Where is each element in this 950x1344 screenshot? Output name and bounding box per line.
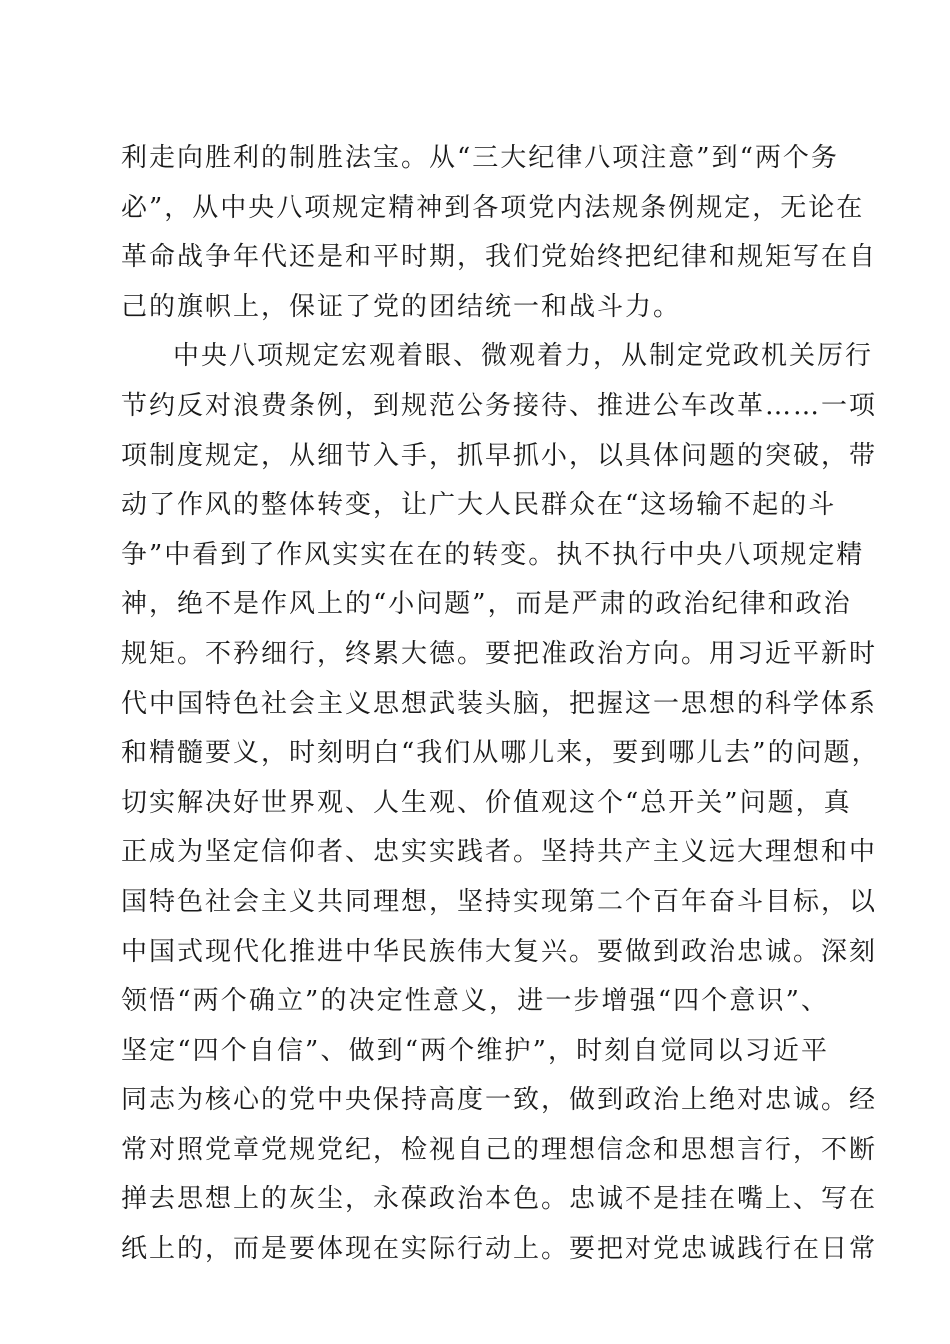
text-line: 领悟“两个确立”的决定性意义，进一步增强“四个意识”、: [121, 986, 829, 1017]
text-line: 切实解决好世界观、人生观、价值观这个“总开关”问题，真: [121, 787, 852, 818]
text-line: 己的旗帜上，保证了党的团结统一和战斗力。: [121, 291, 682, 322]
text-line: 节约反对浪费条例，到规范公务接待、推进公车改革……一项: [121, 390, 878, 421]
text-line: 利走向胜利的制胜法宝。从“三大纪律八项注意”到“两个务: [121, 143, 839, 173]
text-line: 项制度规定，从细节入手，抓早抓小，以具体问题的突破，带: [121, 440, 878, 471]
text-line: 代中国特色社会主义思想武装头脑，把握这一思想的科学体系: [121, 688, 878, 719]
text-line: 革命战争年代还是和平时期，我们党始终把纪律和规矩写在自: [121, 242, 878, 273]
text-line: 神，绝不是作风上的“小问题”，而是严肃的政治纪律和政治: [121, 589, 852, 620]
text-line: 中央八项规定宏观着眼、微观着力，从制定党政机关厉行: [173, 341, 874, 372]
body-text: [121, 134, 880, 1275]
text-line: 纸上的，而是要体现在实际行动上。要把对党忠诚践行在日常: [121, 1234, 878, 1265]
text-line: 坚定“四个自信”、做到“两个维护”，时刻自觉同以习近平: [121, 1035, 829, 1066]
text-line: 必”，从中央八项规定精神到各项党内法规条例规定，无论在: [121, 192, 865, 223]
text-line: 和精髓要义，时刻明白“我们从哪儿来，要到哪儿去”的问题，: [121, 738, 880, 769]
text-line: 规矩。不矜细行，终累大德。要把准政治方向。用习近平新时: [121, 638, 878, 669]
text-line: 掸去思想上的灰尘，永葆政治本色。忠诚不是挂在嘴上、写在: [121, 1184, 878, 1215]
text-line: 争”中看到了作风实实在在的转变。执不执行中央八项规定精: [121, 539, 865, 570]
text-line: 中国式现代化推进中华民族伟大复兴。要做到政治忠诚。深刻: [121, 936, 878, 967]
text-line: 常对照党章党规党纪，检视自己的理想信念和思想言行，不断: [121, 1134, 878, 1165]
text-line: 正成为坚定信仰者、忠实实践者。坚持共产主义远大理想和中: [121, 837, 878, 868]
text-line: 国特色社会主义共同理想，坚持实现第二个百年奋斗目标，以: [121, 886, 878, 917]
text-line: 同志为核心的党中央保持高度一致，做到政治上绝对忠诚。经: [121, 1085, 878, 1116]
text-line: 动了作风的整体转变，让广大人民群众在“这场输不起的斗: [121, 490, 837, 521]
